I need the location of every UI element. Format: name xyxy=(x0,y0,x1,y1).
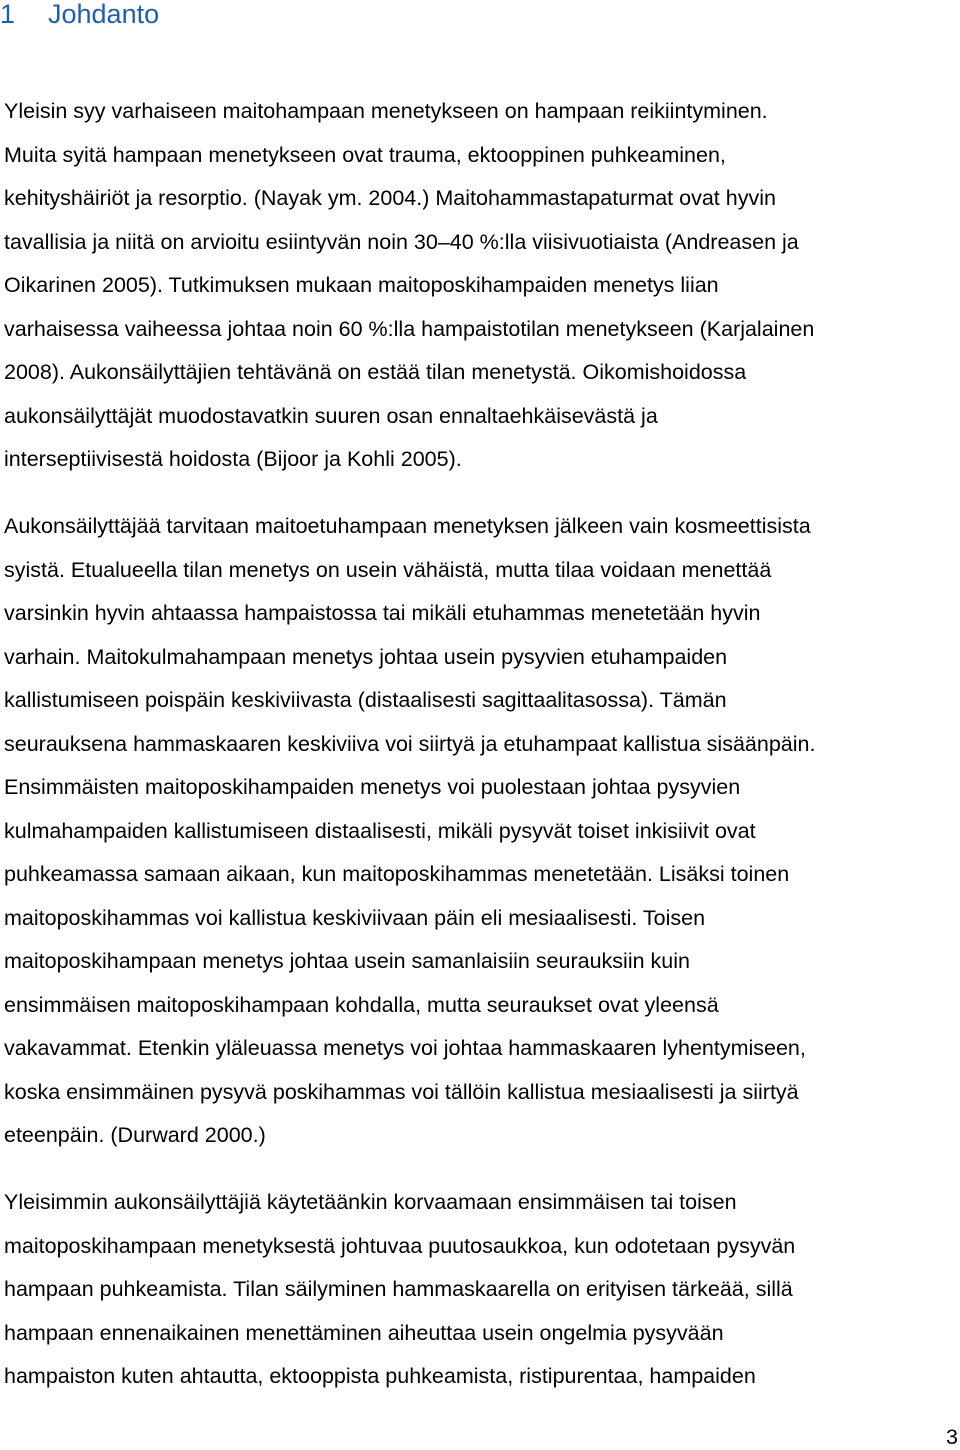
text-line: kallistumiseen poispäin keskiviivasta (distaalisesti sagittaalitasossa). Tämän xyxy=(4,688,727,712)
text-line: aukonsäilyttäjät muodostavatkin suuren osan ennaltaehkäisevästä ja xyxy=(4,403,658,428)
text-line: maitoposkihammas voi kallistua keskiviivaan päin eli mesiaalisesti. Toisen xyxy=(4,905,706,930)
text-line: hampaan puhkeamista. Tilan säilyminen hammaskaarella on erityisen tärkeää, sillä xyxy=(4,1277,793,1301)
text-line: 2008). Aukonsäilyttäjien tehtävänä on estää tilan menetystä. Oikomishoidossa xyxy=(4,360,747,384)
page-number: 3 xyxy=(946,1425,958,1449)
text-line: hampaan ennenaikainen menettäminen aiheuttaa usein ongelmia pysyvään xyxy=(4,1320,724,1345)
text-line: tavallisia ja niitä on arvioitu esiintyvän noin 30–40 %:lla viisivuotiaista (Andreasen ja xyxy=(4,229,799,254)
text-line: kulmahampaiden kallistumiseen distaalisesti, mikäli pysyvät toiset inkisiivit ovat xyxy=(4,818,756,843)
text-line: Aukonsäilyttäjää tarvitaan maitoetuhampaan menetyksen jälkeen vain kosmeettisista xyxy=(4,514,811,538)
paragraph-1 xyxy=(4,90,814,482)
text-line: ensimmäisen maitoposkihampaan kohdalla, mutta seuraukset ovat yleensä xyxy=(4,992,719,1017)
text-line: maitoposkihampaan menetys johtaa usein samanlaisiin seurauksiin kuin xyxy=(4,949,690,973)
text-line: kehityshäiriöt ja resorptio. (Nayak ym. 2004.) Maitohammastapaturmat ovat hyvin xyxy=(4,186,776,210)
text-line: hampaiston kuten ahtautta, ektooppista puhkeamista, ristipurentaa, hampaiden xyxy=(4,1364,756,1388)
text-line: varsinkin hyvin ahtaassa hampaistossa tai mikäli etuhammas menetetään hyvin xyxy=(4,601,761,625)
section-heading xyxy=(0,0,159,30)
text-line: Ensimmäisten maitoposkihampaiden menetys voi puolestaan johtaa pysyvien xyxy=(4,775,741,799)
text-line: maitoposkihampaan menetyksestä johtuvaa puutosaukkoa, kun odotetaan pysyvän xyxy=(4,1233,796,1258)
text-line: vakavammat. Etenkin yläleuassa menetys voi johtaa hammaskaaren lyhentymiseen, xyxy=(4,1036,806,1060)
text-line: koska ensimmäinen pysyvä poskihammas voi tällöin kallistua mesiaalisesti ja siirtyä xyxy=(4,1079,799,1104)
text-line: eteenpäin. (Durward 2000.) xyxy=(4,1123,266,1147)
section-number: 1 xyxy=(0,0,16,29)
text-line: Yleisin syy varhaiseen maitohampaan menetykseen on hampaan reikiintyminen. xyxy=(4,99,768,123)
text-line: Yleisimmin aukonsäilyttäjiä käytetäänkin korvaamaan ensimmäisen tai toisen xyxy=(4,1190,737,1214)
text-line: puhkeamassa samaan aikaan, kun maitoposkihammas menetetään. Lisäksi toinen xyxy=(4,862,790,886)
text-line: varhain. Maitokulmahampaan menetys johtaa usein pysyvien etuhampaiden xyxy=(4,644,728,669)
text-line: syistä. Etualueella tilan menetys on usein vähäistä, mutta tilaa voidaan menettää xyxy=(4,557,772,582)
paragraph-2 xyxy=(4,505,815,1158)
text-line: interseptiivisestä hoidosta (Bijoor ja Kohli 2005). xyxy=(4,447,462,471)
text-line: Oikarinen 2005). Tutkimuksen mukaan maitoposkihampaiden menetys liian xyxy=(4,273,719,297)
text-line: varhaisessa vaiheessa johtaa noin 60 %:lla hampaistotilan menetykseen (Karjalainen xyxy=(4,316,815,341)
section-title: Johdanto xyxy=(48,0,160,29)
paragraph-3 xyxy=(4,1181,795,1399)
text-line: Muita syitä hampaan menetykseen ovat trauma, ektooppinen puhkeaminen, xyxy=(4,142,726,167)
text-line: seurauksena hammaskaaren keskiviiva voi siirtyä ja etuhampaat kallistua sisäänpäin. xyxy=(4,731,816,756)
